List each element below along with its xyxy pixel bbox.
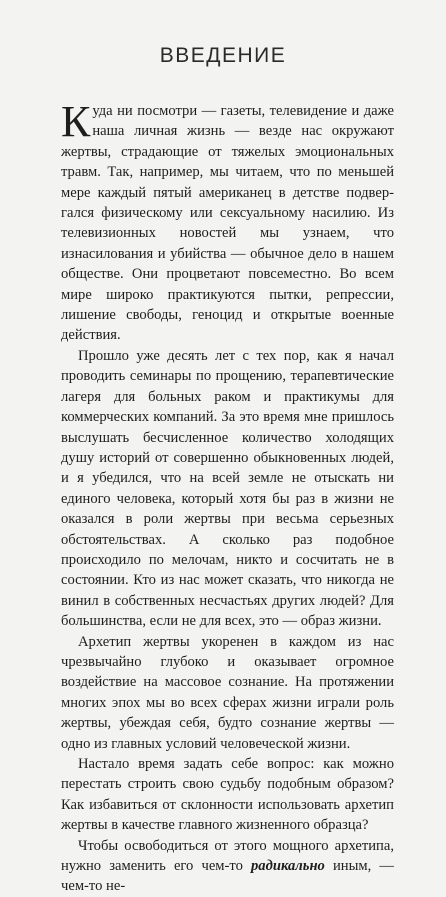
paragraph-1	[61, 97, 394, 346]
paragraph-5-text-before: Чтобы освободиться от этого мощного архетипа, нужно заменить его чем-то	[61, 837, 394, 875]
chapter-title: ВВЕДЕНИЕ	[159, 44, 287, 68]
paragraph-4: Настало время задать себе вопрос: как можно перестать строить свою судьбу подобным образом? Как избавиться от склонности использовать архетип жертвы в качестве главного жизненного образца?	[61, 756, 394, 834]
paragraph-2: Прошло уже десять лет с тех пор, как я начал проводить семинары по прощению, терапевтические лагеря для больных раком и практикумы для коммерческих компаний. За это время мне пришлось выслушать бесчисленное количество холодящих душу историй от совершенно обыкновенных людей, и я убедился, что на всей земле не отыскать ни единого человека, который хотя бы раз в жизни не оказался в роли жертвы при весьма серьезных обстоятельствах. А сколько раз подобное происходило по мелочам, никто и сосчитать не в состоянии. Кто из нас может сказать, что никогда не винил в собственных несчастьях других людей? Для большинства, если не для всех, это — образ жизни.	[61, 347, 394, 630]
drop-cap: К	[61, 97, 91, 146]
paragraph-3: Архетип жертвы укоренен в каждом из нас чрезвычайно глубоко и оказывает огромное воздействие на массовое сознание. На протяжении многих эпох мы во всех сферах жизни играли роль жертвы, убеждая себя, будто сознание жертвы — одно из главных условий человеческой жизни.	[61, 633, 394, 752]
emphasis-word: радикально	[251, 858, 325, 875]
paragraph-5-text-after: иным, — чем-то не-	[61, 858, 394, 895]
paragraph-5	[61, 836, 394, 897]
paragraph-1-text: уда ни посмотри — газеты, телевидение и даже наша личная жизнь — везде нас окружают жертвы, страдающие от тяжелых эмоциональных травм. Так, например, мы читаем, что по меньшей мере каждый пятый американец в детстве подвергался физическому или сексуальному насилию. Из телевизионных новостей мы узнаем, что изнасилования и убийства — обычное дело в нашем обществе. Они процветают повсеместно. Во всем мире широко практикуются пытки, репрессии, лишение свободы, геноцид и открытые военные действия.	[61, 103, 394, 344]
chapter-body	[61, 97, 394, 897]
